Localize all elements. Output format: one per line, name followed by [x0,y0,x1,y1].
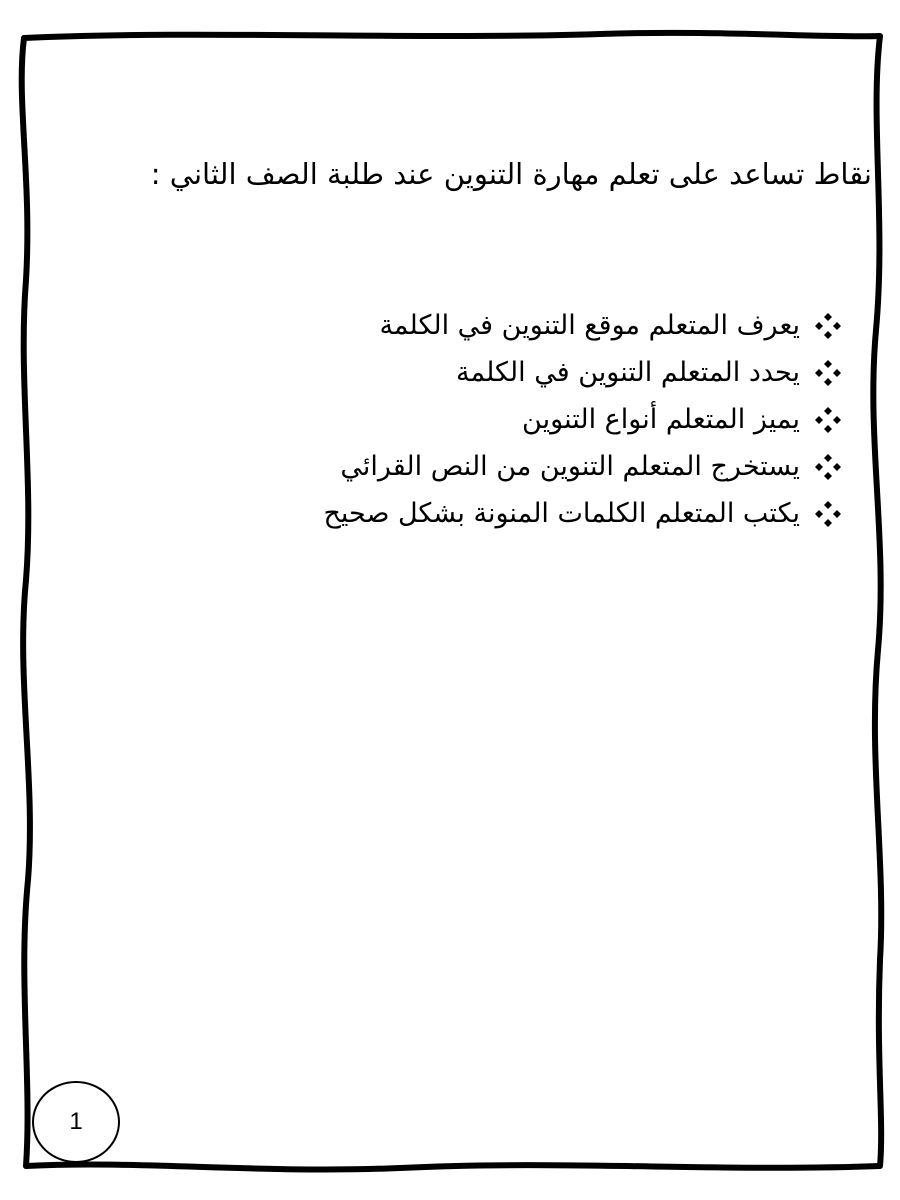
list-item [202,302,842,349]
list-item [202,396,842,443]
four-diamond-bullet-icon [814,359,842,387]
learning-points-list [202,302,842,537]
page-heading: نقاط تساعد على تعلم مهارة التنوين عند طلبة الصف الثاني : [150,157,872,191]
point-text: يحدد المتعلم التنوين في الكلمة [456,357,800,388]
list-item [202,490,842,537]
point-text: يميز المتعلم أنواع التنوين [522,404,800,435]
four-diamond-bullet-icon [814,453,842,481]
point-text: يستخرج المتعلم التنوين من النص القرائي [340,451,800,482]
list-item [202,349,842,396]
point-text: يكتب المتعلم الكلمات المنونة بشكل صحيح [323,498,800,529]
page-number-badge: 1 [32,1081,120,1163]
four-diamond-bullet-icon [814,406,842,434]
point-text: يعرف المتعلم موقع التنوين في الكلمة [379,310,800,341]
four-diamond-bullet-icon [814,500,842,528]
four-diamond-bullet-icon [814,312,842,340]
list-item [202,443,842,490]
